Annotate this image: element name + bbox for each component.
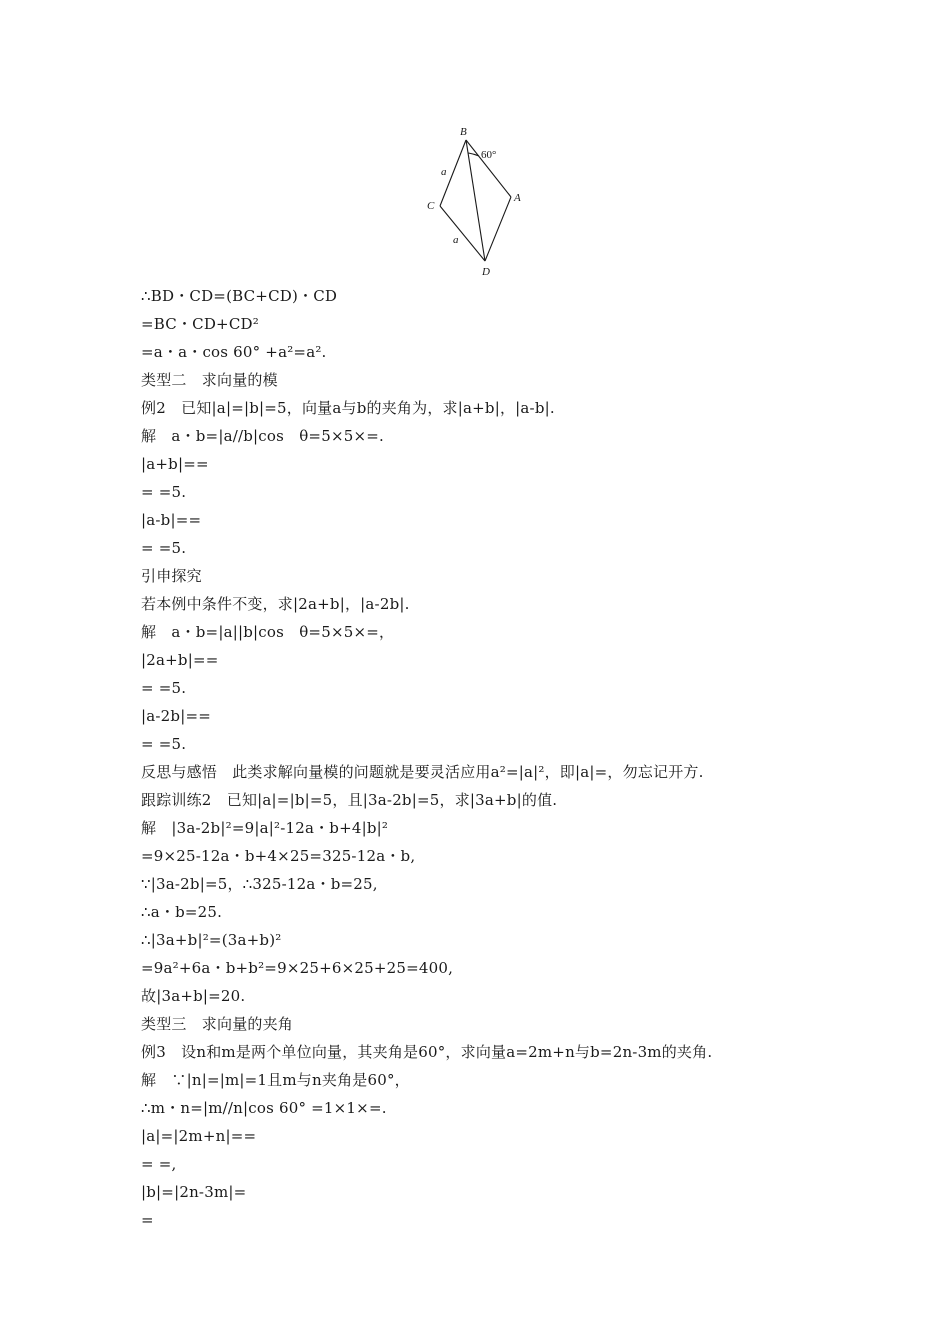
label-d: D	[482, 266, 490, 278]
text-line: 解 |3a-2b|²=9|a|²-12a・b+4|b|²	[141, 819, 389, 837]
text-line: 解 a・b=|a//b|cos θ=5×5×=.	[141, 427, 384, 445]
text-line: |a|=|2m+n|==	[141, 1127, 257, 1145]
text-line: 故|3a+b|=20.	[141, 987, 246, 1005]
section-heading: 引申探究	[141, 567, 202, 585]
exercise-statement: 跟踪训练2 已知|a|=|b|=5，且|3a-2b|=5，求|3a+b|的值.	[141, 791, 558, 809]
text-line: ∴|3a+b|²=(3a+b)²	[141, 931, 282, 949]
label-angle: 60°	[481, 149, 497, 161]
text-line: |b|=|2n-3m|=	[141, 1183, 247, 1201]
text-line: = =,	[141, 1155, 177, 1173]
text-line: 解 ∵|n|=|m|=1且m与n夹角是60°，	[141, 1071, 410, 1089]
section-heading: 类型二 求向量的模	[141, 371, 278, 389]
label-c: C	[427, 200, 435, 212]
label-b: B	[460, 126, 467, 138]
example-statement: 例3 设n和m是两个单位向量，其夹角是60°，求向量a=2m+n与b=2n-3m的夹角.	[141, 1043, 713, 1061]
section-heading: 类型三 求向量的夹角	[141, 1015, 294, 1033]
reflection-note: 反思与感悟 此类求解向量模的问题就是要灵活应用a²=|a|²，即|a|=，勿忘记开方.	[141, 763, 704, 781]
text-line: ∴m・n=|m//n|cos 60° =1×1×=.	[141, 1099, 387, 1117]
text-line: |2a+b|==	[141, 651, 219, 669]
text-line: |a+b|==	[141, 455, 209, 473]
text-line: 若本例中条件不变，求|2a+b|，|a-2b|.	[141, 595, 410, 613]
quadrilateral-figure	[418, 120, 538, 282]
text-line: = =5.	[141, 539, 187, 557]
text-line: =9×25-12a・b+4×25=325-12a・b,	[141, 847, 416, 865]
text-line: ∵|3a-2b|=5，∴325-12a・b=25,	[141, 875, 378, 893]
edge-ad	[485, 197, 511, 261]
text-line: =	[141, 1211, 154, 1229]
document-body	[141, 282, 841, 1234]
edge-cd	[440, 206, 485, 261]
text-line: =BC・CD+CD²	[141, 315, 259, 333]
label-a-lower: a	[453, 234, 459, 246]
text-line: |a-b|==	[141, 511, 202, 529]
text-line: = =5.	[141, 679, 187, 697]
text-line: ∴BD・CD=(BC+CD)・CD	[141, 287, 338, 305]
text-line: ∴a・b=25.	[141, 903, 223, 921]
text-line: =a・a・cos 60° +a²=a².	[141, 343, 327, 361]
text-line: |a-2b|==	[141, 707, 212, 725]
label-a-vertex: A	[514, 192, 521, 204]
label-a-upper: a	[441, 166, 447, 178]
example-statement: 例2 已知|a|=|b|=5，向量a与b的夹角为，求|a+b|，|a-b|.	[141, 399, 555, 417]
text-line: 解 a・b=|a||b|cos θ=5×5×=，	[141, 623, 395, 641]
text-line: = =5.	[141, 483, 187, 501]
text-line: = =5.	[141, 735, 187, 753]
text-line: =9a²+6a・b+b²=9×25+6×25+25=400,	[141, 959, 454, 977]
